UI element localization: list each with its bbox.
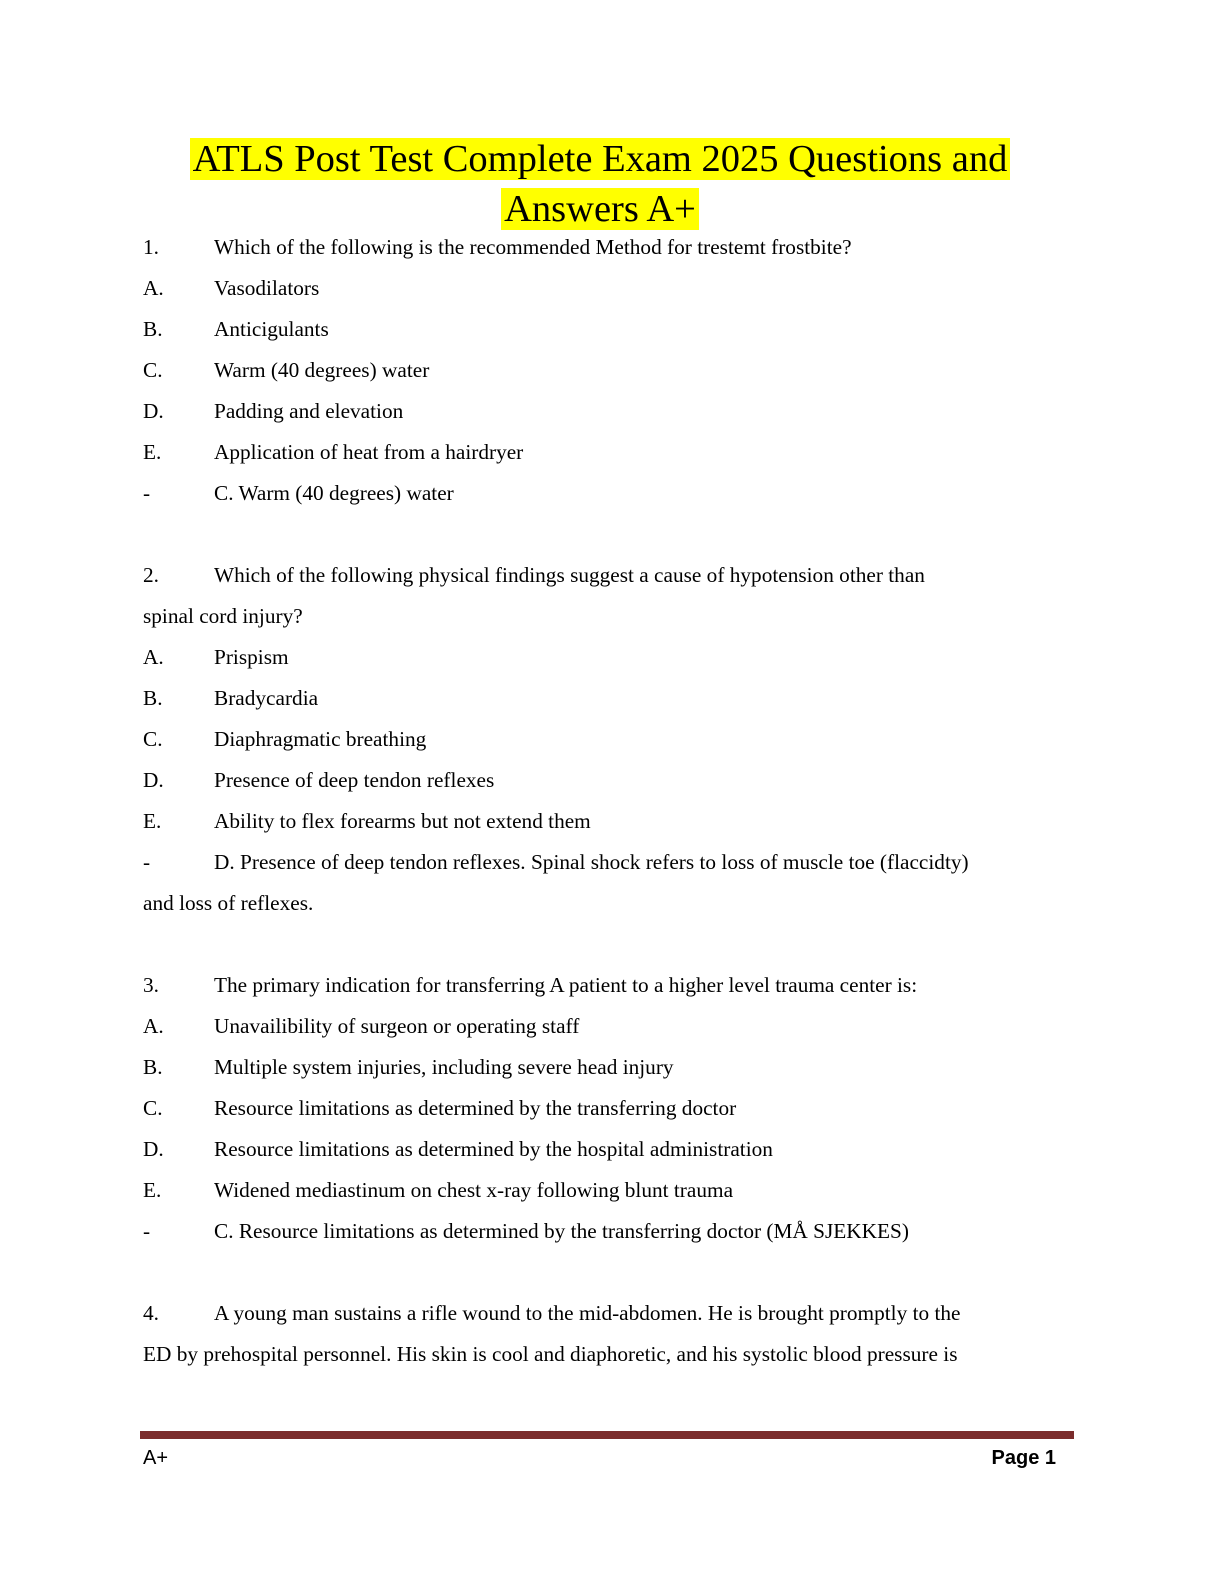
option-text: Diaphragmatic breathing xyxy=(214,727,427,751)
answer-marker: - xyxy=(143,850,151,874)
answer-2-continued xyxy=(143,883,1063,924)
option-e xyxy=(143,801,1063,842)
option-a xyxy=(143,637,1063,678)
option-label: E. xyxy=(143,1178,162,1202)
question-3 xyxy=(143,965,1063,1006)
option-label: D. xyxy=(143,399,164,423)
option-text: Prispism xyxy=(214,645,289,669)
option-text: Vasodilators xyxy=(214,276,320,300)
option-text: Ability to flex forearms but not extend them xyxy=(214,809,591,833)
option-b xyxy=(143,309,1063,350)
question-text: A young man sustains a rifle wound to the mid-abdomen. He is brought promptly to the xyxy=(214,1301,961,1325)
option-text: Multiple system injuries, including severe head injury xyxy=(214,1055,674,1079)
option-d xyxy=(143,760,1063,801)
question-number: 1. xyxy=(143,235,159,259)
question-text: Which of the following physical findings suggest a cause of hypotension other than xyxy=(214,563,925,587)
option-text: Anticigulants xyxy=(214,317,329,341)
question-text-cont: spinal cord injury? xyxy=(143,604,303,628)
footer-divider xyxy=(140,1431,1074,1439)
option-d xyxy=(143,391,1063,432)
option-label: B. xyxy=(143,1055,163,1079)
title-line-2: Answers A+ xyxy=(501,188,699,230)
question-number: 3. xyxy=(143,973,159,997)
option-c xyxy=(143,719,1063,760)
option-text: Padding and elevation xyxy=(214,399,404,423)
question-4-continued xyxy=(143,1334,1063,1375)
option-b xyxy=(143,678,1063,719)
option-e xyxy=(143,432,1063,473)
option-text: Bradycardia xyxy=(214,686,319,710)
answer-text: C. Resource limitations as determined by the transferring doctor (MÅ SJEKKES) xyxy=(214,1219,909,1243)
document-title xyxy=(143,134,1057,234)
question-text: The primary indication for transferring A patient to a higher level trauma center is: xyxy=(214,973,918,997)
question-2-continued xyxy=(143,596,1063,637)
question-text: Which of the following is the recommended Method for trestemt frostbite? xyxy=(214,235,852,259)
option-label: B. xyxy=(143,686,163,710)
question-number: 2. xyxy=(143,563,159,587)
option-label: E. xyxy=(143,809,162,833)
answer-1 xyxy=(143,473,1063,514)
option-label: C. xyxy=(143,727,163,751)
option-text: Resource limitations as determined by the hospital administration xyxy=(214,1137,773,1161)
question-4 xyxy=(143,1293,1063,1334)
option-label: A. xyxy=(143,645,164,669)
answer-text: D. Presence of deep tendon reflexes. Spinal shock refers to loss of muscle toe (flaccidty) xyxy=(214,850,969,874)
question-1 xyxy=(143,227,1063,268)
option-text: Widened mediastinum on chest x-ray following blunt trauma xyxy=(214,1178,734,1202)
page-number: Page 1 xyxy=(991,1447,1056,1469)
footer-grade: A+ xyxy=(143,1447,169,1469)
option-label: A. xyxy=(143,1014,164,1038)
option-d xyxy=(143,1129,1063,1170)
option-text: Presence of deep tendon reflexes xyxy=(214,768,495,792)
answer-text-cont: and loss of reflexes. xyxy=(143,891,314,915)
answer-text: C. Warm (40 degrees) water xyxy=(214,481,454,505)
option-label: E. xyxy=(143,440,162,464)
option-b xyxy=(143,1047,1063,1088)
option-label: C. xyxy=(143,1096,163,1120)
option-a xyxy=(143,1006,1063,1047)
option-label: D. xyxy=(143,768,164,792)
answer-2 xyxy=(143,842,1063,883)
title-line-1: ATLS Post Test Complete Exam 2025 Questions and xyxy=(190,138,1011,180)
option-e xyxy=(143,1170,1063,1211)
option-c xyxy=(143,350,1063,391)
question-text-cont: ED by prehospital personnel. His skin is cool and diaphoretic, and his systolic blood pressure is xyxy=(143,1342,958,1366)
answer-3 xyxy=(143,1211,1063,1252)
option-c xyxy=(143,1088,1063,1129)
option-label: D. xyxy=(143,1137,164,1161)
option-text: Application of heat from a hairdryer xyxy=(214,440,524,464)
option-label: B. xyxy=(143,317,163,341)
question-2 xyxy=(143,555,1063,596)
answer-marker: - xyxy=(143,481,151,505)
answer-marker: - xyxy=(143,1219,151,1243)
option-label: C. xyxy=(143,358,163,382)
option-text: Warm (40 degrees) water xyxy=(214,358,430,382)
option-a xyxy=(143,268,1063,309)
option-text: Unavailibility of surgeon or operating staff xyxy=(214,1014,580,1038)
question-number: 4. xyxy=(143,1301,159,1325)
option-text: Resource limitations as determined by the transferring doctor xyxy=(214,1096,737,1120)
option-label: A. xyxy=(143,276,164,300)
